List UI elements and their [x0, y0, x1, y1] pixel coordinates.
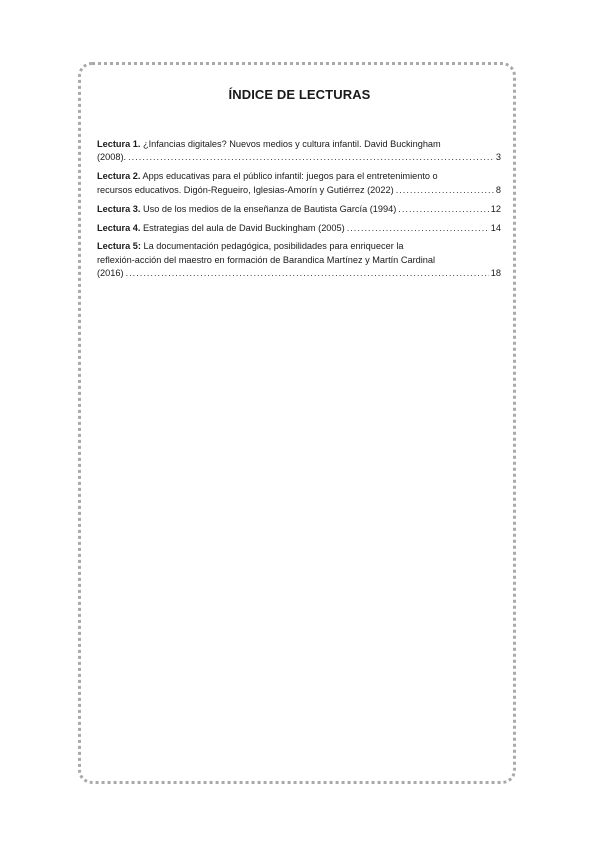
- dot-leader: [396, 184, 494, 197]
- toc-page-number: 3: [495, 152, 501, 163]
- toc-entry-title-cont: recursos educativos. Digón-Regueiro, Iglesias-Amorín y Gutiérrez (2022): [97, 184, 394, 195]
- toc-entry-text: [97, 222, 345, 235]
- toc-page-number: 14: [490, 222, 501, 233]
- toc-entry-title-cont: (2008).: [97, 152, 127, 163]
- toc-entry-lectura-4[interactable]: [97, 222, 501, 235]
- toc-entry-line: [97, 222, 501, 235]
- toc-entry-lectura-5[interactable]: [97, 240, 501, 280]
- dot-leader: [128, 151, 494, 164]
- toc-entry-lectura-3[interactable]: [97, 203, 501, 216]
- toc-entry-line: [97, 254, 501, 267]
- toc-page-number: 8: [495, 184, 501, 195]
- toc-entry-label: Lectura 5:: [97, 241, 141, 252]
- toc-page-number: 12: [490, 203, 501, 214]
- toc-entry-label: Lectura 3.: [97, 203, 141, 214]
- toc-entry-lectura-2[interactable]: [97, 170, 501, 197]
- toc-entry-title: Estrategias del aula de David Buckingham (2005): [142, 222, 345, 233]
- toc-entry-line: [97, 203, 501, 216]
- dot-leader: [126, 267, 489, 280]
- toc-entry-label: Lectura 4.: [97, 222, 141, 233]
- toc-page-number: 18: [490, 268, 501, 279]
- toc-entry-text: [97, 138, 441, 151]
- toc-entry-title-cont: (2016): [97, 268, 124, 279]
- toc-entry-lectura-1[interactable]: [97, 138, 501, 165]
- index-title: ÍNDICE DE LECTURAS: [228, 87, 371, 102]
- toc-entry-label: Lectura 2.: [97, 171, 141, 182]
- toc-entry-line: [97, 240, 501, 253]
- toc-entry-title: ¿Infancias digitales? Nuevos medios y cultura infantil. David Buckingham: [142, 139, 441, 149]
- toc-entry-text: [97, 203, 396, 216]
- toc-entry-title: La documentación pedagógica, posibilidades para enriquecer la: [143, 241, 404, 252]
- toc-entry-line: [97, 170, 501, 183]
- toc-entry-line: [97, 184, 501, 197]
- toc-entry-label: Lectura 1.: [97, 139, 141, 149]
- toc-entry-line: [97, 138, 501, 151]
- toc-entry-text: [97, 170, 438, 183]
- toc-entry-title-cont: reflexión-acción del maestro en formación de Barandica Martínez y Martín Cardinal: [97, 254, 436, 265]
- toc-entry-text: [97, 240, 403, 253]
- toc-entry-title: Uso de los medios de la enseñanza de Bautista García (1994): [142, 203, 397, 214]
- toc-entry-title: Apps educativas para el público infantil: juegos para el entretenimiento o: [142, 171, 438, 182]
- dot-leader: [398, 203, 488, 216]
- table-of-contents: [97, 138, 501, 286]
- toc-entry-line: [97, 151, 501, 164]
- dot-leader: [347, 222, 489, 235]
- toc-entry-line: [97, 267, 501, 280]
